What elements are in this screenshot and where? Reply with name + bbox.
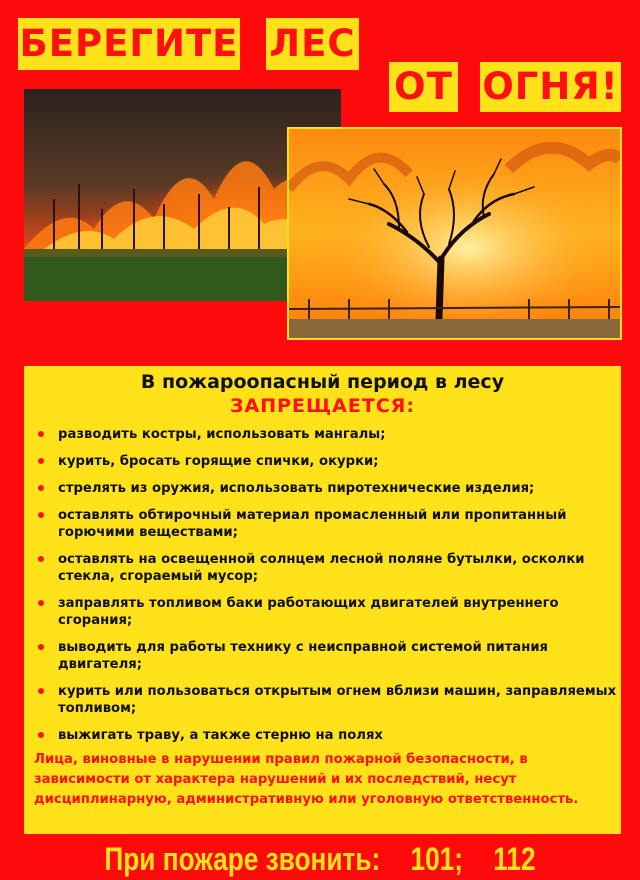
bullet-icon bbox=[38, 485, 44, 491]
rule-text: оставлять обтирочный материал промасленный или пропитанный горючими веществами; bbox=[58, 508, 567, 540]
list-item bbox=[34, 639, 619, 673]
list-item bbox=[34, 426, 619, 443]
footer-text: При пожаре звонить: bbox=[104, 841, 381, 877]
emergency-call-footer bbox=[58, 838, 583, 880]
rules-list bbox=[34, 426, 619, 754]
burning-tree-photo bbox=[287, 127, 622, 340]
bullet-icon bbox=[38, 512, 44, 518]
phone-number-101: 101; bbox=[410, 841, 464, 877]
title-word-beregite: БЕРЕГИТЕ bbox=[18, 18, 240, 70]
rule-text: выводить для работы технику с неисправной системой питания двигателя; bbox=[58, 640, 549, 672]
bullet-icon bbox=[38, 556, 44, 562]
phone-number-112: 112 bbox=[493, 841, 536, 877]
rule-text: разводить костры, использовать мангалы; bbox=[58, 427, 386, 442]
prohibited-label: ЗАПРЕЩАЕТСЯ: bbox=[229, 395, 415, 417]
list-item bbox=[34, 727, 619, 744]
rule-text: стрелять из оружия, использовать пиротехнические изделия; bbox=[58, 481, 535, 496]
bullet-icon bbox=[38, 688, 44, 694]
list-item bbox=[34, 453, 619, 470]
bullet-icon bbox=[38, 644, 44, 650]
title-word-ognya: ОГНЯ! bbox=[480, 62, 621, 112]
rule-text: оставлять на освещенной солнцем лесной поляне бутылки, осколки стекла, сгораемый мусор; bbox=[58, 552, 585, 584]
rule-text: курить, бросать горящие спички, окурки; bbox=[58, 454, 379, 469]
title-word-les: ЛЕС bbox=[266, 18, 359, 70]
rule-text: заправлять топливом баки работающих двигателей внутреннего сгорания; bbox=[58, 596, 559, 628]
bullet-icon bbox=[38, 458, 44, 464]
title-word-ot: ОТ bbox=[389, 62, 458, 112]
liability-text: Лица, виновные в нарушении правил пожарной безопасности, в зависимости от характера нарушений и их последствий, несут дисциплинарную, административную или уголовную ответственность. bbox=[34, 752, 579, 807]
bullet-icon bbox=[38, 600, 44, 606]
rule-text: курить или пользоваться открытым огнем вблизи машин, заправляемых топливом; bbox=[58, 684, 617, 716]
list-item bbox=[34, 507, 619, 541]
list-item bbox=[34, 595, 619, 629]
rule-text: выжигать траву, а также стерню на полях bbox=[58, 728, 383, 743]
prohibitions-notice bbox=[24, 366, 621, 834]
list-item bbox=[34, 551, 619, 585]
bullet-icon bbox=[38, 732, 44, 738]
notice-heading: В пожароопасный период в лесу bbox=[140, 371, 505, 393]
list-item bbox=[34, 683, 619, 717]
bullet-icon bbox=[38, 431, 44, 437]
list-item bbox=[34, 480, 619, 497]
